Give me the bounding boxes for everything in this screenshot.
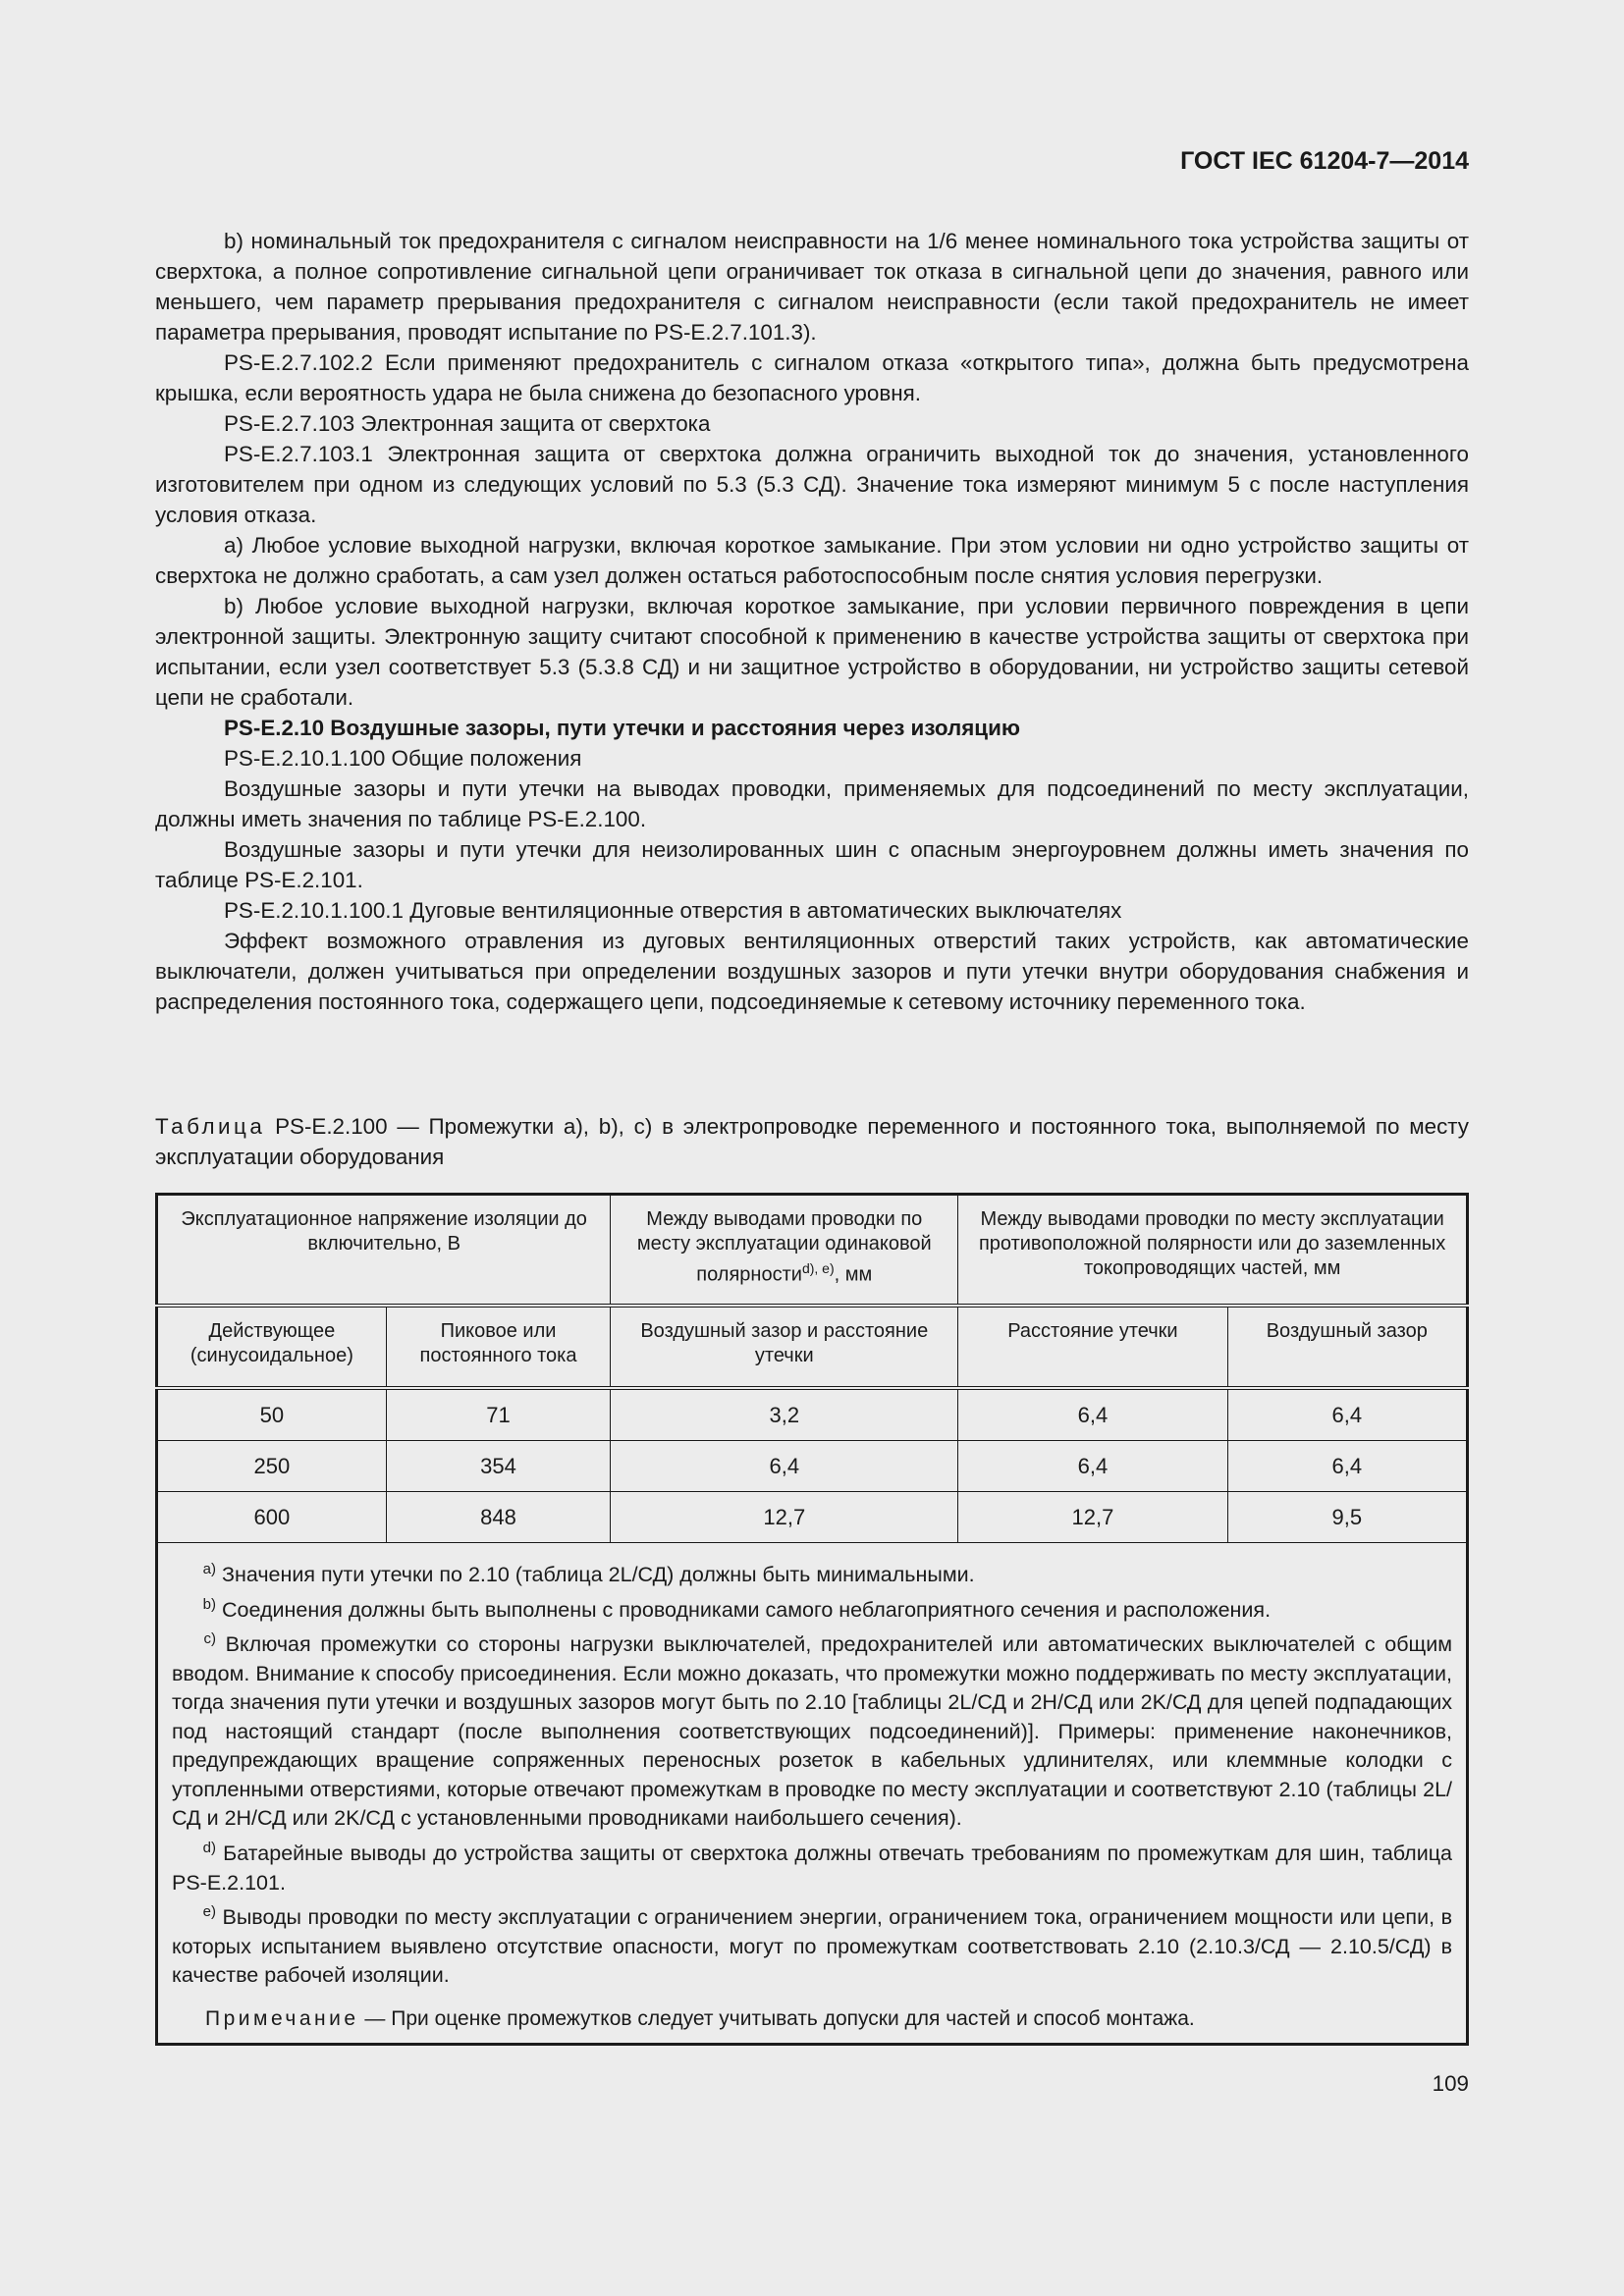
table-header-row — [157, 1195, 1468, 1307]
note-text: — При оценке промежутков следует учитывать допуски для частей и способ монтажа. — [364, 2006, 1195, 2030]
document-header: ГОСТ IEC 61204-7—2014 — [1180, 147, 1469, 175]
table-cell: 12,7 — [958, 1492, 1227, 1543]
table-cell: 6,4 — [958, 1388, 1227, 1441]
paragraph: PS-E.2.7.103 Электронная защита от сверхтока — [224, 411, 711, 436]
paragraph: b) номинальный ток предохранителя с сигналом неисправности на 1/6 менее номинального тока устройства защиты от сверхтока, а полное сопротивление сигнальной цепи ограничивает ток отказа в сигнальной цепи до значения, равного или меньшего, чем параметр прерывания предохранителя с сигналом неисправности (если такой предохранитель не имеет параметра прерывания, проводят испытание по PS-E.2.7.101.3). — [155, 229, 1469, 345]
table-note — [172, 2004, 1452, 2034]
table-cell: 50 — [157, 1388, 387, 1441]
table-caption-text: PS-E.2.100 — Промежутки a), b), c) в электропроводке переменного и постоянного тока, выполняемой по месту эксплуатации оборудования — [155, 1114, 1469, 1169]
footnote — [172, 1897, 1452, 1991]
footnote-text: Соединения должны быть выполнены с проводниками самого неблагоприятного сечения и расположения. — [221, 1597, 1272, 1622]
paragraph: PS-E.2.10.1.100.1 Дуговые вентиляционные отверстия в автоматических выключателях — [224, 898, 1122, 923]
header-opposite-polarity: Между выводами проводки по месту эксплуатации противоположной полярности или до заземленных токопроводящих частей, мм — [958, 1195, 1468, 1307]
section-heading: PS-E.2.10 Воздушные зазоры, пути утечки и расстояния через изоляцию — [224, 716, 1020, 740]
header-same-polarity-text: Между выводами проводки по месту эксплуатации одинаковой полярности — [636, 1208, 932, 1286]
paragraph: PS-E.2.7.102.2 Если применяют предохранитель с сигналом отказа «открытого типа», должна быть предусмотрена крышка, если вероятность удара не была снижена до безопасного уровня. — [155, 350, 1469, 405]
footnote-text: Значения пути утечки по 2.10 (таблица 2L/СД) должны быть минимальными. — [221, 1563, 975, 1587]
footnote-mark: d) — [202, 1839, 216, 1856]
subheader-peak: Пиковое или постоянного тока — [386, 1306, 611, 1388]
subheader-clearance-creepage: Воздушный зазор и расстояние утечки — [611, 1306, 958, 1388]
table-row — [157, 1388, 1468, 1441]
paragraph: Воздушные зазоры и пути утечки на выводах проводки, применяемых для подсоединений по месту эксплуатации, должны иметь значения по таблице PS-E.2.100. — [155, 776, 1469, 831]
table-cell: 9,5 — [1227, 1492, 1467, 1543]
table-cell: 600 — [157, 1492, 387, 1543]
table-cell: 6,4 — [1227, 1388, 1467, 1441]
footnote-text: Выводы проводки по месту эксплуатации с ограничением энергии, ограничением тока, ограничением мощности или цепи, в которых испытанием выявлено отсутствие опасности, могут по промежуткам соответствовать 2.10 (2.10.3/СД — 2.10.5/СД) в качестве рабочей изоляции. — [172, 1905, 1452, 1988]
table-footnotes — [157, 1543, 1468, 2045]
header-voltage: Эксплуатационное напряжение изоляции до включительно, В — [157, 1195, 611, 1307]
table-cell: 250 — [157, 1441, 387, 1492]
table-row — [157, 1441, 1468, 1492]
table-cell: 6,4 — [611, 1441, 958, 1492]
table-cell: 71 — [386, 1388, 611, 1441]
table-footnotes-row — [157, 1543, 1468, 2045]
table-cell: 3,2 — [611, 1388, 958, 1441]
header-same-polarity-sup: d), e) — [801, 1260, 835, 1276]
subheader-creepage: Расстояние утечки — [958, 1306, 1227, 1388]
table-cell: 12,7 — [611, 1492, 958, 1543]
footnote-mark: e) — [202, 1903, 216, 1921]
footnote-mark: b) — [202, 1595, 216, 1613]
table-caption — [155, 1111, 1469, 1172]
note-label: Примечание — [205, 2006, 359, 2030]
paragraph: Эффект возможного отравления из дуговых вентиляционных отверстий таких устройств, как автоматические выключатели, должен учитываться при определении воздушных зазоров и пути утечки внутри оборудования снабжения и распределения постоянного тока, содержащего цепи, подсоединяемые к сетевому источнику переменного тока. — [155, 929, 1469, 1014]
footnote — [172, 1555, 1452, 1590]
footnote — [172, 1590, 1452, 1626]
paragraph: Воздушные зазоры и пути утечки для неизолированных шин с опасным энергоуровнем должны иметь значения по таблице PS-E.2.101. — [155, 837, 1469, 892]
footnote-mark: c) — [203, 1630, 216, 1648]
subheader-rms: Действующее (синусоидальное) — [157, 1306, 387, 1388]
table-cell: 6,4 — [958, 1441, 1227, 1492]
table-cell: 354 — [386, 1441, 611, 1492]
table-row — [157, 1492, 1468, 1543]
footnote — [172, 1834, 1452, 1897]
table-subheader-row — [157, 1306, 1468, 1388]
page-number: 109 — [1432, 2071, 1469, 2096]
body-text — [155, 226, 1469, 1017]
paragraph: b) Любое условие выходной нагрузки, включая короткое замыкание, при условии первичного повреждения в цепи электронной защиты. Электронную защиту считают способной к применению в качестве устройства защиты от сверхтока при испытании, если узел соответствует 5.3 (5.3.8 СД) и ни защитное устройство в оборудовании, ни устройство защиты сетевой цепи не сработали. — [155, 594, 1469, 710]
footnote-text: Батарейные выводы до устройства защиты от сверхтока должны отвечать требованиям по промежуткам для шин, таблица PS-E.2.101. — [172, 1842, 1452, 1895]
footnote-text: Включая промежутки со стороны нагрузки выключателей, предохранителей или автоматических выключателей с общим вводом. Внимание к способу присоединения. Если можно доказать, что промежутки можно поддерживать по месту эксплуатации, тогда значения пути утечки и воздушных зазоров могут быть по 2.10 [таблицы 2L/СД и 2H/СД или 2K/СД для цепей подпадающих под настоящий стандарт (после выполнения соответствующих подсоединений)]. Примеры: применение наконечников, предупреждающих вращение сопряженных переносных розеток в кабельных удлинителях, или клеммные колодки с утопленными отверстиями, которые отвечают промежуткам в проводке по месту эксплуатации и соответствуют 2.10 (таблицы 2L/СД и 2H/СД или 2K/СД с установленными проводниками наибольшего сечения). — [172, 1632, 1452, 1831]
paragraph: PS-E.2.10.1.100 Общие положения — [224, 746, 582, 771]
header-same-polarity — [611, 1195, 958, 1307]
footnote — [172, 1625, 1452, 1834]
header-same-polarity-unit: , мм — [834, 1263, 873, 1286]
table-caption-label: Таблица — [155, 1114, 266, 1139]
paragraph: a) Любое условие выходной нагрузки, включая короткое замыкание. При этом условии ни одно устройство защиты от сверхтока не должно сработать, а сам узел должен остаться работоспособным после снятия условия перегрузки. — [155, 533, 1469, 588]
footnote-mark: a) — [202, 1561, 216, 1577]
subheader-clearance: Воздушный зазор — [1227, 1306, 1467, 1388]
table-cell: 6,4 — [1227, 1441, 1467, 1492]
clearances-table — [155, 1193, 1469, 2046]
paragraph: PS-E.2.7.103.1 Электронная защита от сверхтока должна ограничить выходной ток до значения, установленного изготовителем при одном из следующих условий по 5.3 (5.3 СД). Значение тока измеряют минимум 5 с после наступления условия отказа. — [155, 442, 1469, 527]
table-cell: 848 — [386, 1492, 611, 1543]
